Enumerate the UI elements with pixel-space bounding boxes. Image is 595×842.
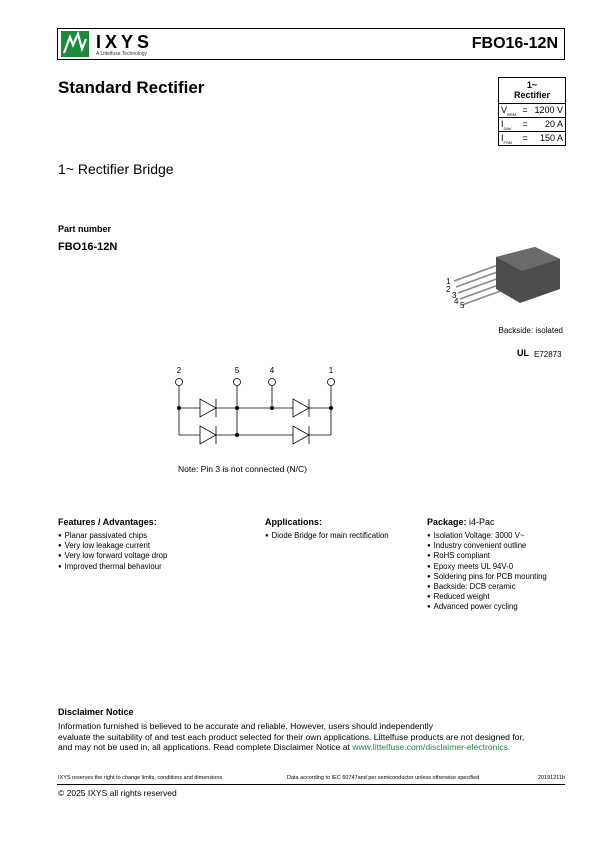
package-pin-label: 4: [454, 297, 459, 306]
page-title: Standard Rectifier: [58, 78, 205, 97]
spec-row-idav: [499, 118, 565, 132]
ixys-logo-icon: [61, 31, 89, 57]
backside-label: Backside: isolated: [498, 326, 563, 335]
part-number-value: FBO16-12N: [58, 241, 118, 253]
schematic-pin-label: 1: [328, 366, 334, 375]
spec-eq: =: [522, 105, 528, 115]
package-pin-label: 5: [460, 301, 465, 310]
package-pin-label: 2: [446, 285, 451, 294]
pin-terminal: [328, 379, 335, 386]
junction-dot: [235, 433, 239, 437]
junction-dot: [329, 406, 333, 410]
pin-terminal: [176, 379, 183, 386]
pin-note: Note: Pin 3 is not connected (N/C): [178, 464, 307, 474]
spec-heading-line1: 1~: [526, 80, 538, 90]
package-pin-label: 1: [446, 277, 451, 286]
list-item: ● RoHS compliant: [427, 551, 567, 561]
junction-dot: [235, 406, 239, 410]
spec-symbol: $I_{FSM}$: [501, 133, 512, 145]
list-item: ● Advanced power cycling: [427, 602, 567, 612]
applications-section: [265, 517, 415, 541]
list-item: ● Very low leakage current: [58, 541, 248, 551]
logo-subtitle: A Littelfuse Technology: [96, 51, 148, 57]
list-item: ● Epoxy meets UL 94V-0: [427, 562, 567, 572]
footer-right: 20191211b: [537, 775, 565, 781]
disclaimer-line: evaluate the suitability of and test each product selected for their own applications. Littelfuse products are not designed for,: [58, 731, 525, 742]
logo-text: IXYS: [96, 32, 154, 52]
package-heading: Package: i4-Pac: [427, 517, 495, 527]
spec-heading: [499, 78, 565, 104]
features-list: [58, 531, 248, 572]
package-name: i4-Pac: [469, 517, 495, 527]
list-item: ● Industry convenient outline: [427, 541, 567, 551]
list-item: ● Very low forward voltage drop: [58, 551, 248, 561]
spec-heading-line2: Rectifier: [513, 90, 550, 100]
features-heading: Features / Advantages:: [58, 517, 157, 527]
footer-left: IXYS reserves the right to change limits, conditions and dimensions.: [58, 775, 224, 781]
disclaimer-link[interactable]: www.littelfuse.com/disclaimer-electronics.: [352, 742, 511, 752]
list-item: ● Backside: DCB ceramic: [427, 582, 567, 592]
list-item: ● Isolation Voltage: 3000 V~: [427, 531, 567, 541]
diode-icon: [200, 426, 216, 444]
spec-symbol: $V_{RRM}$: [501, 105, 517, 117]
footer-center: Data according to IEC 60747and per semiconductor unless otherwise specified: [287, 775, 480, 781]
list-item: ● Soldering pins for PCB mounting: [427, 572, 567, 582]
spec-row-vrrm: [499, 104, 565, 118]
diode-icon: [200, 399, 216, 417]
part-number-label: Part number: [58, 224, 112, 234]
spec-value: 1200 V: [534, 105, 563, 115]
spec-row-ifsm: [499, 132, 565, 145]
applications-list: [265, 531, 415, 541]
ul-file-number: E72873: [534, 350, 562, 359]
spec-symbol: $I_{DAV}$: [501, 119, 512, 131]
junction-dot: [177, 406, 181, 410]
package-list: [427, 531, 567, 613]
copyright: © 2025 IXYS all rights reserved: [58, 788, 177, 798]
spec-eq: =: [522, 133, 528, 143]
schematic-pin-label: 5: [234, 366, 240, 375]
bridge-schematic: [165, 362, 350, 452]
package-section: [427, 517, 567, 613]
spec-value: 20 A: [544, 119, 563, 129]
features-section: [58, 517, 248, 572]
list-item: ● Improved thermal behaviour: [58, 562, 248, 572]
ul-recognized-icon: UL: [517, 348, 529, 358]
diode-icon: [293, 426, 309, 444]
disclaimer-line: and may not be used in, all applications. Read complete Disclaimer Notice at www.littelfuse.com/disclaimer-electronics.: [58, 742, 511, 752]
disclaimer-text: [58, 721, 568, 753]
applications-heading: Applications:: [265, 517, 323, 527]
disclaimer-heading: Disclaimer Notice: [58, 707, 134, 717]
list-item: ● Diode Bridge for main rectification: [265, 531, 415, 541]
list-item: ● Planar passivated chips: [58, 531, 248, 541]
diode-icon: [293, 399, 309, 417]
junction-dot: [270, 406, 274, 410]
pin-terminal: [269, 379, 276, 386]
package-image: [440, 245, 565, 315]
footer-divider: [57, 784, 565, 785]
header-bar: [57, 28, 565, 60]
disclaimer-line: Information furnished is believed to be accurate and reliable. However, users should independently: [58, 721, 434, 731]
schematic-pin-label: 4: [269, 366, 275, 375]
spec-value: 150 A: [539, 133, 563, 143]
spec-eq: =: [522, 119, 528, 129]
pin-terminal: [234, 379, 241, 386]
package-pin-label: 3: [452, 291, 457, 300]
schematic-pin-label: 2: [176, 366, 182, 375]
spec-box: [498, 77, 566, 146]
header-part-number: FBO16-12N: [471, 35, 558, 52]
list-item: ● Reduced weight: [427, 592, 567, 602]
page-subtitle: 1~ Rectifier Bridge: [58, 161, 174, 177]
